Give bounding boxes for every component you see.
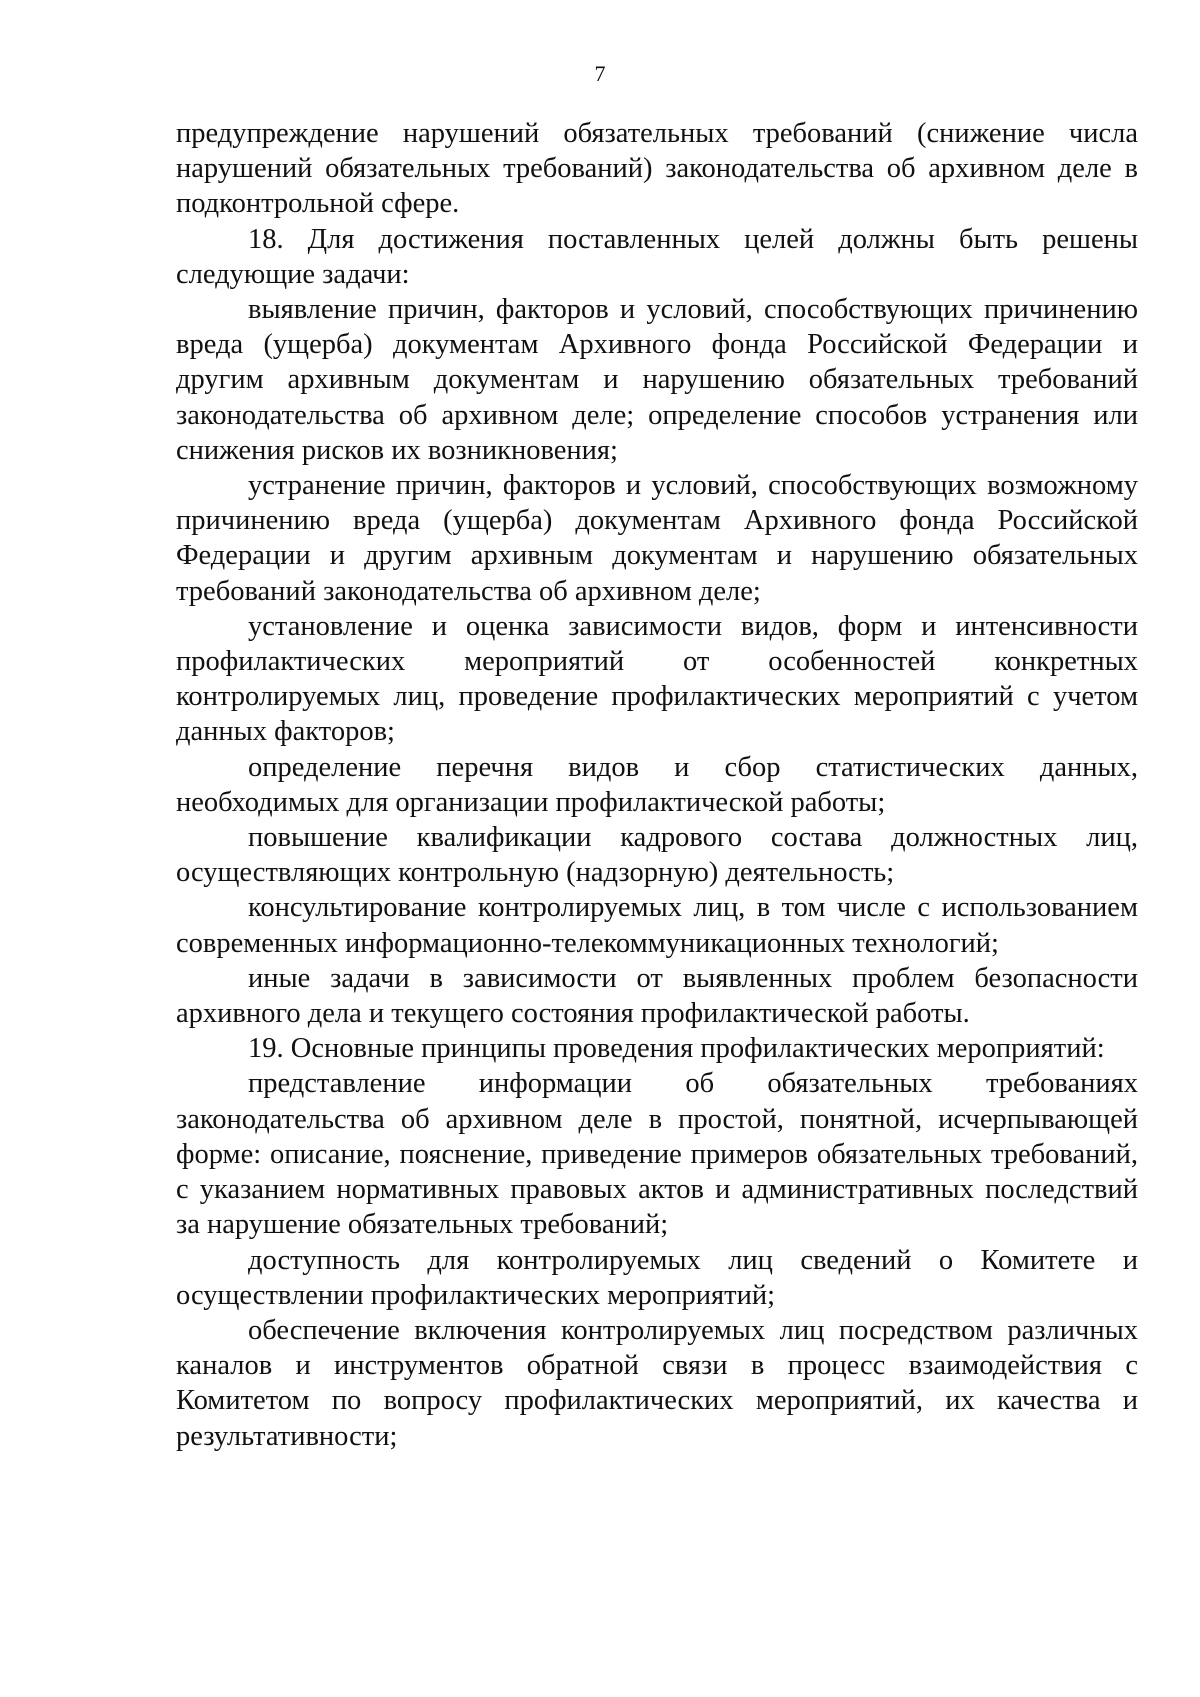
paragraph-principle: представление информации об обязательных требованиях законодательства об архивном деле в простой, понятной, исчерпывающей форме: описание, пояснение, приведение примеров обязательных требований, с указанием нормативных правовых актов и административных последствий за нарушение обязательных требований; bbox=[176, 1068, 1138, 1241]
paragraph-task: установление и оценка зависимости видов, форм и интенсивности профилактических мероприятий от особенностей конкретных контролируемых лиц, проведение профилактических мероприятий с учетом данных факторов; bbox=[176, 610, 1138, 748]
page-number: 7 bbox=[594, 61, 606, 86]
paragraph-task: консультирование контролируемых лиц, в том числе с использованием современных информационно-телекоммуникационных технологий; bbox=[176, 892, 1138, 959]
paragraph-item-18: 18. Для достижения поставленных целей должны быть решены следующие задачи: bbox=[176, 223, 1138, 290]
paragraph-task: повышение квалификации кадрового состава должностных лиц, осуществляющих контрольную (надзорную) деятельность; bbox=[176, 822, 1138, 889]
paragraph-item-19: 19. Основные принципы проведения профилактических мероприятий: bbox=[248, 1033, 1105, 1065]
paragraph-principle: доступность для контролируемых лиц сведений о Комитете и осуществлении профилактических мероприятий; bbox=[176, 1244, 1138, 1311]
document-body bbox=[176, 116, 1138, 1454]
paragraph-task: устранение причин, факторов и условий, способствующих возможному причинению вреда (ущерба) документам Архивного фонда Российской Федерации и другим архивным документам и нарушению обязательных требований законодательства об архивном деле; bbox=[176, 470, 1138, 607]
paragraph-task: выявление причин, факторов и условий, способствующих причинению вреда (ущерба) документам Архивного фонда Российской Федерации и другим архивным документам и нарушению обязательных требований законодательства об архивном деле; определение способов устранения или снижения рисков их возникновения; bbox=[176, 294, 1138, 466]
paragraph-continuation: предупреждение нарушений обязательных требований (снижение числа нарушений обязательных требований) законодательства об архивном деле в подконтрольной сфере. bbox=[176, 118, 1138, 220]
paragraph-task: определение перечня видов и сбор статистических данных, необходимых для организации профилактической работы; bbox=[176, 751, 1138, 818]
paragraph-principle: обеспечение включения контролируемых лиц посредством различных каналов и инструментов обратной связи в процесс взаимодействия с Комитетом по вопросу профилактических мероприятий, их качества и результативности; bbox=[176, 1314, 1138, 1452]
paragraph-task: иные задачи в зависимости от выявленных проблем безопасности архивного дела и текущего состояния профилактической работы. bbox=[176, 962, 1138, 1030]
